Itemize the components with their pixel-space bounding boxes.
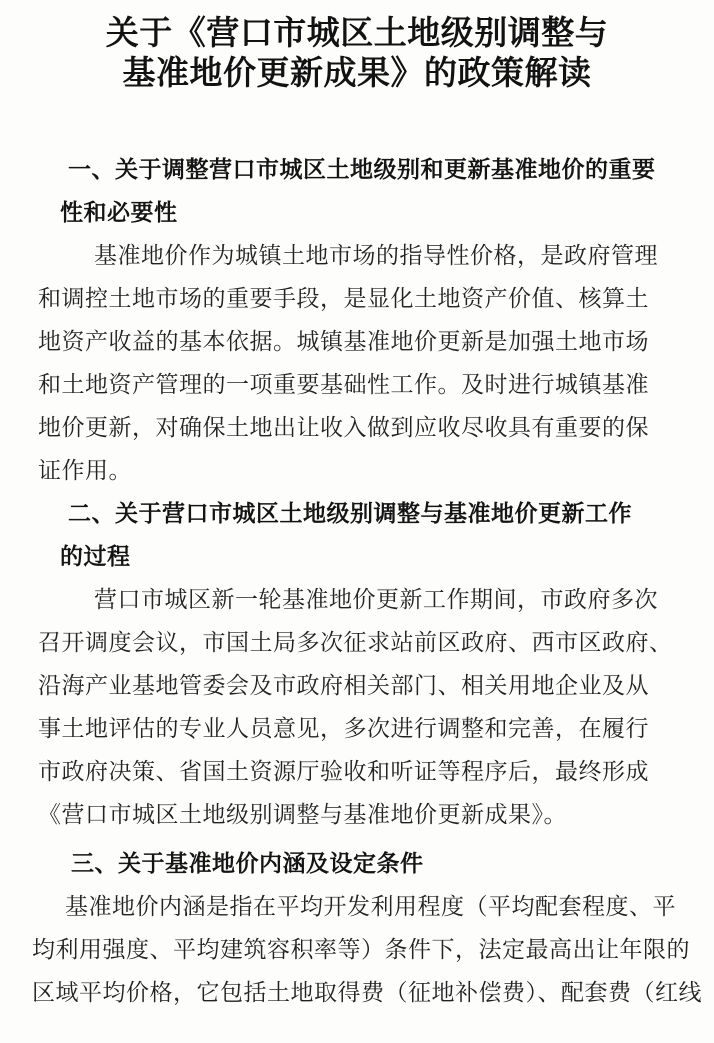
document-title-line-1: 关于《营口市城区土地级别调整与 bbox=[105, 16, 609, 52]
paragraph-line: 市政府决策、省国土资源厅验收和听证等程序后，最终形成 bbox=[38, 759, 649, 784]
paragraph-line: 和土地资产管理的一项重要基础性工作。及时进行城镇基准 bbox=[38, 372, 649, 397]
paragraph-line: 地价更新，对确保土地出让收入做到应收尽收具有重要的保 bbox=[38, 415, 649, 440]
document-title-line-2: 基准地价更新成果》的政策解读 bbox=[122, 56, 592, 92]
section-heading-line: 三、关于基准地价内涵及设定条件 bbox=[71, 851, 424, 876]
paragraph-line: 证作用。 bbox=[38, 458, 132, 483]
document-title bbox=[0, 0, 714, 94]
document-body bbox=[32, 148, 714, 1014]
paragraph-line: 地资产收益的基本依据。城镇基准地价更新是加强土地市场 bbox=[38, 329, 649, 354]
paragraph-line: 召开调度会议，市国土局多次征求站前区政府、西市区政府、 bbox=[38, 630, 673, 655]
paragraph-line: 区域平均价格，它包括土地取得费（征地补偿费）、配套费（红线 bbox=[32, 980, 702, 1005]
document-section bbox=[38, 148, 714, 492]
section-heading-line: 一、关于调整营口市城区土地级别和更新基准地价的重要 bbox=[68, 157, 656, 182]
paragraph-line: 基准地价作为城镇土地市场的指导性价格，是政府管理 bbox=[94, 243, 658, 268]
paragraph-line: 沿海产业基地管委会及市政府相关部门、相关用地企业及从 bbox=[38, 673, 649, 698]
section-heading-line: 的过程 bbox=[60, 544, 131, 569]
paragraph-line: 营口市城区新一轮基准地价更新工作期间，市政府多次 bbox=[94, 587, 658, 612]
document-section bbox=[38, 492, 714, 836]
paragraph-line: 和调控土地市场的重要手段，是显化土地资产价值、核算土 bbox=[38, 286, 649, 311]
paragraph-line: 《营口市城区土地级别调整与基准地价更新成果》。 bbox=[38, 802, 567, 827]
document-section bbox=[32, 842, 714, 1014]
paragraph-line: 事土地评估的专业人员意见，多次进行调整和完善，在履行 bbox=[38, 716, 649, 741]
section-heading-line: 性和必要性 bbox=[60, 200, 178, 225]
paragraph-line: 均利用强度、平均建筑容积率等）条件下，法定最高出让年限的 bbox=[32, 937, 690, 962]
paragraph-line: 基准地价内涵是指在平均开发利用程度（平均配套程度、平 bbox=[65, 894, 676, 919]
section-heading-line: 二、关于营口市城区土地级别调整与基准地价更新工作 bbox=[68, 501, 632, 526]
